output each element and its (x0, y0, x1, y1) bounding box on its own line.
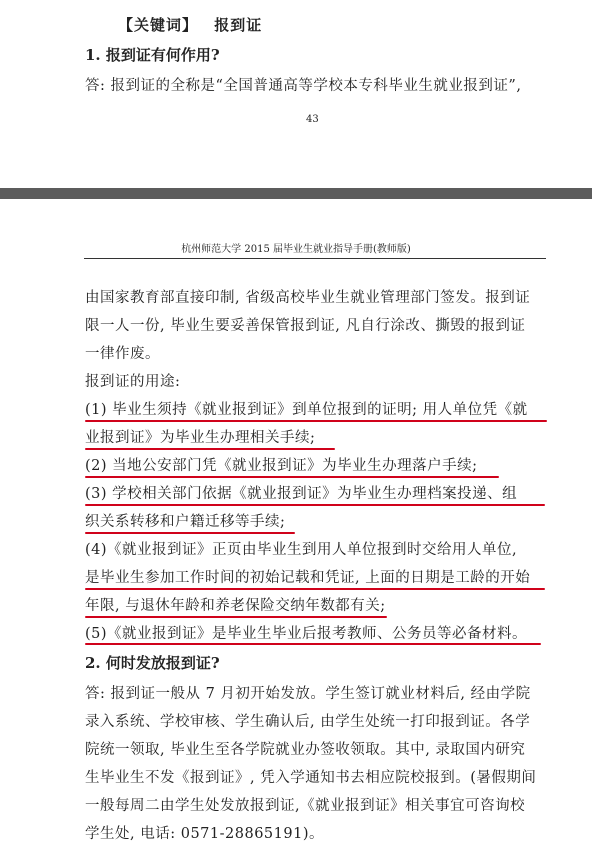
use-item-4-cont: 年限, 与退休年龄和养老保险交纳年数都有关; (85, 598, 386, 614)
annotation-underline (85, 643, 541, 645)
keyword-label: 【关键词】 (118, 16, 199, 34)
use-item-1: (1) 毕业生须持《就业报到证》到单位报到的证明; 用人单位凭《就 (85, 402, 528, 418)
running-header: 杭州师范大学 2015 届毕业生就业指导手册(教师版) (181, 244, 411, 255)
use-item-3: (3) 学校相关部门依据《就业报到证》为毕业生办理档案投递、组 (85, 486, 518, 502)
keyword-line (118, 14, 262, 35)
use-item-5: (5)《就业报到证》是毕业生毕业后报考教师、公务员等必备材料。 (85, 626, 528, 642)
annotation-underline (85, 476, 499, 478)
header-rule (84, 258, 546, 259)
annotation-underline (85, 448, 335, 450)
use-item-4: (4)《就业报到证》正页由毕业生到用人单位报到时交给用人单位, (85, 542, 518, 558)
uses-heading: 报到证的用途: (85, 374, 181, 390)
keyword-value: 报到证 (214, 16, 263, 34)
body-line: 一律作废。 (85, 346, 160, 362)
use-item-2: (2) 当地公安部门凭《就业报到证》为毕业生办理落户手续; (85, 458, 478, 474)
use-item-3-cont: 织关系转移和户籍迁移等手续; (85, 514, 286, 530)
answer-1-line: 答: 报到证的全称是“全国普通高等学校本专科毕业生就业报到证”, (85, 78, 522, 94)
annotation-underline (85, 504, 545, 506)
annotation-underline (85, 588, 545, 590)
answer-2-line: 生毕业生不发《报到证》, 凭入学通知书去相应院校报到。(暑假期间 (85, 770, 537, 786)
question-1-title: 1. 报到证有何作用? (85, 46, 220, 64)
answer-2-line: 答: 报到证一般从 7 月初开始发放。学生签订就业材料后, 经由学院 (85, 686, 531, 702)
answer-2-line: 学生处, 电话: 0571-28865191)。 (85, 826, 324, 842)
annotation-underline (85, 532, 295, 534)
question-2-title: 2. 何时发放报到证? (85, 654, 220, 672)
body-line: 限一人一份, 毕业生要妥善保管报到证, 凡自行涂改、撕毁的报到证 (85, 318, 526, 334)
annotation-underline (85, 616, 387, 618)
body-line: 由国家教育部直接印制, 省级高校毕业生就业管理部门签发。报到证 (85, 290, 531, 306)
use-item-1-cont: 业报到证》为毕业生办理相关手续; (85, 430, 316, 446)
answer-2-line: 院统一领取, 毕业生至各学院就业办签收领取。其中, 录取国内研究 (85, 742, 526, 758)
answer-2-line: 录入系统、学校审核、学生确认后, 由学生处统一打印报到证。各学 (85, 714, 531, 730)
page-number: 43 (306, 114, 319, 125)
page-divider (0, 188, 592, 199)
use-item-4-cont: 是毕业生参加工作时间的初始记载和凭证, 上面的日期是工龄的开始 (85, 570, 531, 586)
answer-2-line: 一般每周二由学生处发放报到证,《就业报到证》相关事宜可咨询校 (85, 798, 526, 814)
annotation-underline (85, 420, 547, 422)
